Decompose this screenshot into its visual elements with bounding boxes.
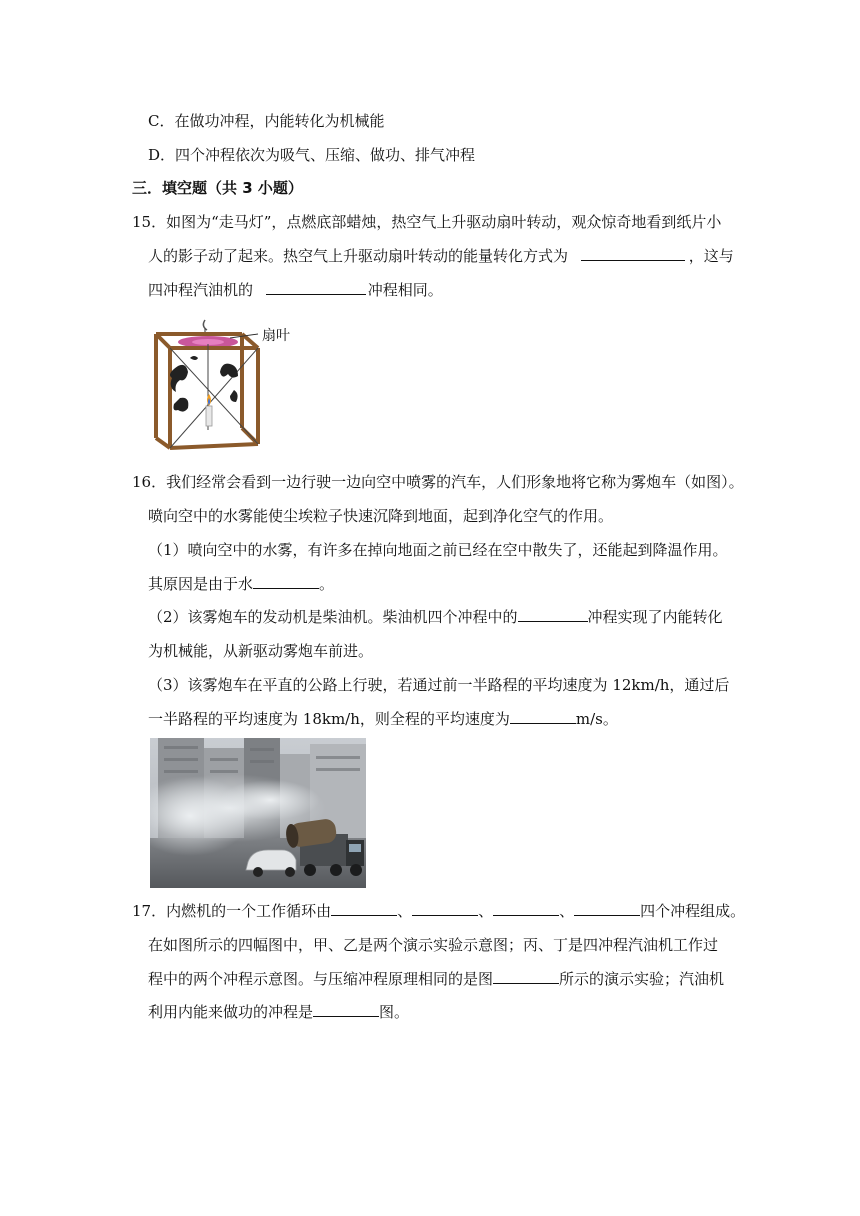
q17-line3 (148, 969, 724, 989)
q17-line2: 在如图所示的四幅图中，甲、乙是两个演示实验示意图；丙、丁是四冲程汽油机工作过 (148, 936, 719, 954)
q17-line1-text-a: 17．内燃机的一个工作循环由 (132, 902, 332, 920)
q17-line3-text-a: 程中的两个冲程示意图。与压缩冲程原理相同的是图 (148, 970, 494, 988)
q17-blank-3[interactable] (493, 901, 559, 916)
q17-blank-4[interactable] (574, 901, 640, 916)
q17-line4-text-b: 图。 (379, 1003, 410, 1021)
q17-line4-text-a: 利用内能来做功的冲程是 (148, 1003, 314, 1021)
q17-blank-2[interactable] (412, 901, 478, 916)
option-d: D．四个冲程依次为吸气、压缩、做功、排气冲程 (148, 146, 476, 164)
q16-p3-text-a: 一半路程的平均速度为 18km/h，则全程的平均速度为 (148, 710, 510, 728)
q16-line1: 16．我们经常会看到一边行驶一边向空中喷雾的汽车，人们形象地将它称为雾炮车（如图）。 (132, 473, 744, 491)
q16-p2-text-b: 冲程实现了内能转化 (587, 608, 723, 626)
section-title: 三．填空题（共 3 小题） (132, 179, 303, 197)
q15-line1: 15．如图为“走马灯”，点燃底部蜡烛，热空气上升驱动扇叶转动，观众惊奇地看到纸片小 (132, 213, 722, 231)
q17-blank-5[interactable] (493, 969, 559, 984)
q15-line3 (148, 280, 443, 300)
q16-blank-1[interactable] (253, 574, 319, 589)
q16-blank-3[interactable] (510, 709, 576, 724)
q16-p3-line1: （3）该雾炮车在平直的公路上行驶，若通过前一半路程的平均速度为 12km/h，通过后 (148, 676, 730, 694)
q15-line2-text-a: 人的影子动了起来。热空气上升驱动扇叶转动的能量转化方式为 (148, 247, 569, 265)
q17-line4 (148, 1002, 409, 1022)
q16-line2: 喷向空中的水雾能使尘埃粒子快速沉降到地面，起到净化空气的作用。 (148, 507, 614, 525)
q16-p3-text-b: m/s。 (575, 710, 618, 728)
q16-blank-2[interactable] (518, 607, 588, 622)
q15-line3-text-a: 四冲程汽油机的 (148, 281, 254, 299)
q15-line2-text-b: ，这与 (688, 247, 734, 265)
fog-cannon-photo (150, 738, 366, 888)
q17-line3-text-b: 所示的演示实验；汽油机 (559, 970, 725, 988)
q17-sep-3: 、 (559, 902, 575, 920)
q16-p2-line2: 为机械能，从新驱动雾炮车前进。 (148, 642, 374, 660)
q15-blank-2[interactable] (266, 280, 366, 295)
q16-p2-text-a: （2）该雾炮车的发动机是柴油机。柴油机四个冲程中的 (148, 608, 518, 626)
q17-line1-text-b: 四个冲程组成。 (640, 902, 746, 920)
q17-sep-1: 、 (397, 902, 413, 920)
q16-p2-line1 (148, 607, 723, 627)
q17-blank-1[interactable] (331, 901, 397, 916)
lantern-blade-label: 扇叶 (262, 328, 290, 344)
q16-p1-line1: （1）喷向空中的水雾，有许多在掉向地面之前已经在空中散失了，还能起到降温作用。 (148, 541, 728, 559)
q15-line2 (148, 246, 734, 266)
q17-sep-2: 、 (478, 902, 494, 920)
q16-p1-text-b: 。 (319, 575, 335, 593)
q17-blank-6[interactable] (313, 1002, 379, 1017)
q16-p3-line2 (148, 709, 618, 729)
q17-line1 (132, 901, 745, 921)
q16-p1-text-a: 其原因是由于水 (148, 575, 254, 593)
q16-p1-line2 (148, 574, 334, 594)
option-c: C．在做功冲程，内能转化为机械能 (148, 112, 385, 130)
q15-line3-text-b: 冲程相同。 (367, 281, 443, 299)
q15-blank-1[interactable] (581, 246, 685, 261)
